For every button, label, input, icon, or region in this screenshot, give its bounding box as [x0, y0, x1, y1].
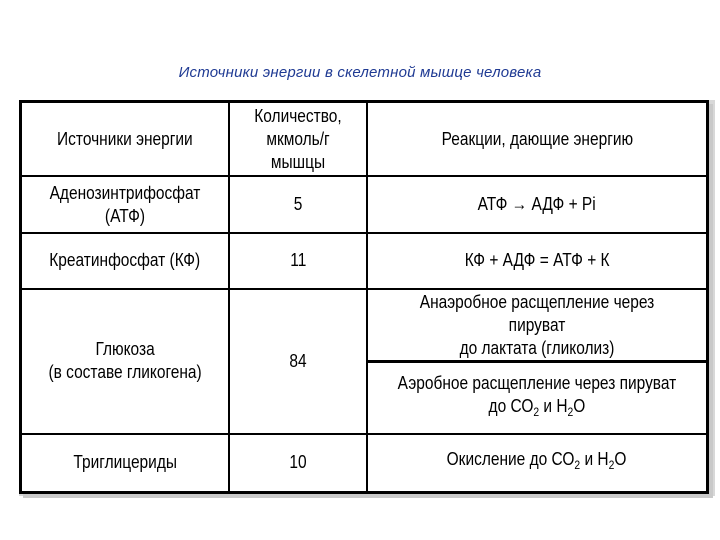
row-tg-source: Триглицериды: [21, 434, 229, 492]
table-row: [21, 434, 707, 492]
row-tg-quantity: 10: [229, 434, 367, 492]
row-kf-source: Креатинфосфат (КФ): [21, 233, 229, 289]
header-source: Источники энергии: [21, 102, 229, 176]
header-row: [21, 102, 707, 176]
header-quantity: Количество, мкмоль/г мышцы: [229, 102, 367, 176]
row-glucose-quantity: 84: [229, 289, 367, 434]
table-row: [21, 233, 707, 289]
table-row: [21, 176, 707, 232]
page-title: Источники энергии в скелетной мышце человека: [178, 64, 542, 81]
row-glucose-source: Глюкоза (в составе гликогена): [21, 289, 229, 434]
row-tg-reaction: Окисление до $СО_2$ и $Н_2О$: [367, 434, 707, 492]
row-atp-quantity: 5: [229, 176, 367, 232]
row-glucose-reaction-anaerobic: Анаэробное расщепление через пируват до лактата (гликолиз): [367, 289, 707, 361]
row-atp-source: Аденозинтрифосфат (АТФ): [21, 176, 229, 232]
table-row: [21, 289, 707, 361]
header-reaction: Реакции, дающие энергию: [367, 102, 707, 176]
row-atp-reaction: АТФ → АДФ + Pi: [367, 176, 707, 232]
row-kf-reaction: КФ + АДФ = АТФ + К: [367, 233, 707, 289]
energy-sources-table: [19, 100, 709, 494]
row-kf-quantity: 11: [229, 233, 367, 289]
table-container: [19, 100, 715, 496]
row-glucose-reaction-aerobic: Аэробное расщепление через пируват до $СО_2$ и $Н_2О$: [367, 361, 707, 433]
